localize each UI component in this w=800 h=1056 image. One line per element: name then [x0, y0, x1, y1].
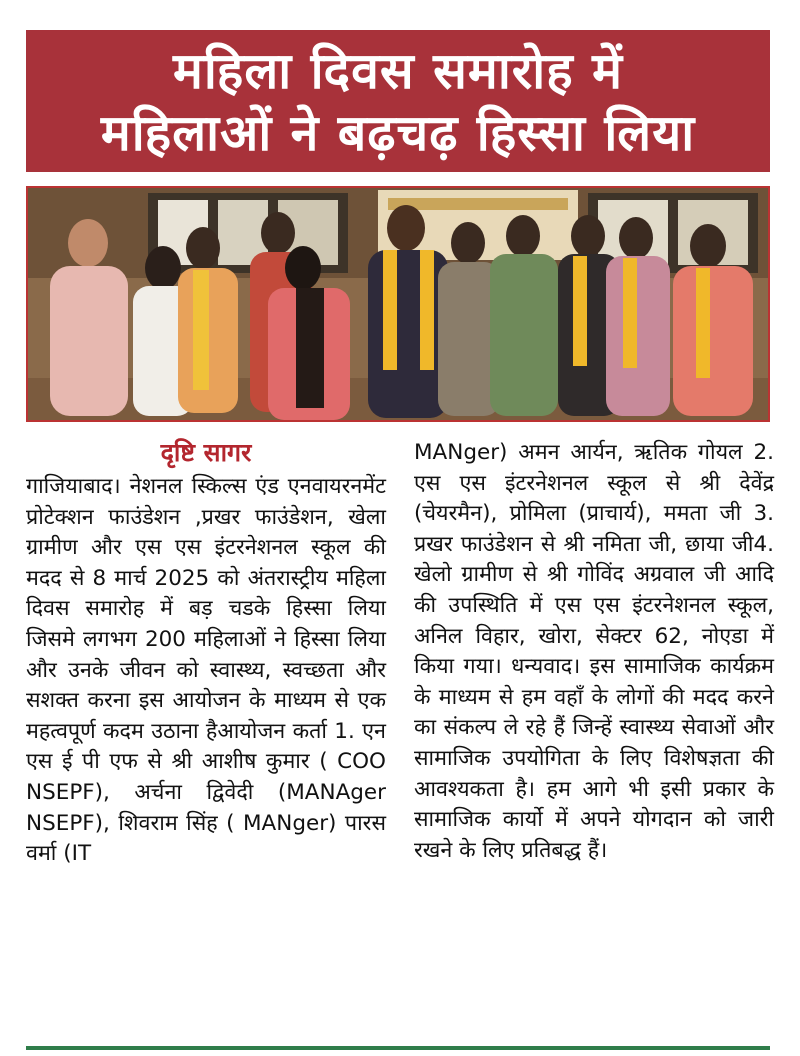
headline-banner	[26, 30, 770, 172]
byline: दृष्टि सागर	[160, 438, 252, 467]
article-text-left: गाजियाबाद। नेशनल स्किल्स एंड एनवायरनमेंट प्रोटेक्शन फाउंडेशन ,प्रखर फाउंडेशन, खेला ग्रामीण और एस एस इंटरनेशनल स्कूल की मदद से 8 मार्च 2025 को अंतरास्ट्रीय महिला दिवस समारोह में बड़ चडके हिस्सा लिया जिसमे लगभग 200 महिलाओं ने हिस्सा लिया और उनके जीवन को स्वास्थ्य, स्वच्छता और सशक्त करना इस आयोजन के माध्यम से एक महत्वपूर्ण कदम उठाना हैआयोजन कर्ता 1. एन एस ई पी एफ से श्री आशीष कुमार ( COO NSEPF), अर्चना द्विवेदी (MANAger NSEPF), शिवराम सिंह ( MANger) पारस वर्मा (IT	[26, 474, 386, 867]
group-photo-illustration	[28, 188, 768, 420]
headline-line-2: महिलाओं ने बढ़चढ़ हिस्सा लिया	[100, 104, 696, 162]
article-text-right: MANger) अमन आर्यन, ऋतिक गोयल 2. एस एस इंटरनेशनल स्कूल से श्री देवेंद्र (चेयरमैन), प्रोमिला (प्राचार्य), ममता जी 3. प्रखर फाउंडेशन से श्री नमिता जी, छाया जी4. खेलो ग्रामीण से श्री गोविंद अग्रवाल जी आदि की उपस्थिति में एस एस इंटरनेशनल स्कूल, अनिल विहार, खोरा, सेक्टर 62, नोएडा में किया गया। धन्यवाद। इस सामाजिक कार्यक्रम के माध्यम से हम वहाँ के लोगों की मदद करने का संकल्प ले रहे हैं जिन्हें स्वास्थ्य सेवाओं और सामाजिक उपयोगिता के लिए विशेषज्ञता की आवश्यकता है। हम आगे भी इसी प्रकार के सामाजिक कार्यो में अपने योगदान को जारी रखने के लिए प्रतिबद्ध हैं।	[414, 440, 774, 863]
article-column-left	[26, 438, 386, 870]
article-column-right	[414, 438, 774, 866]
headline-line-1: महिला दिवस समारोह में	[172, 42, 624, 100]
event-photo	[26, 186, 770, 422]
bottom-divider	[26, 1046, 770, 1050]
